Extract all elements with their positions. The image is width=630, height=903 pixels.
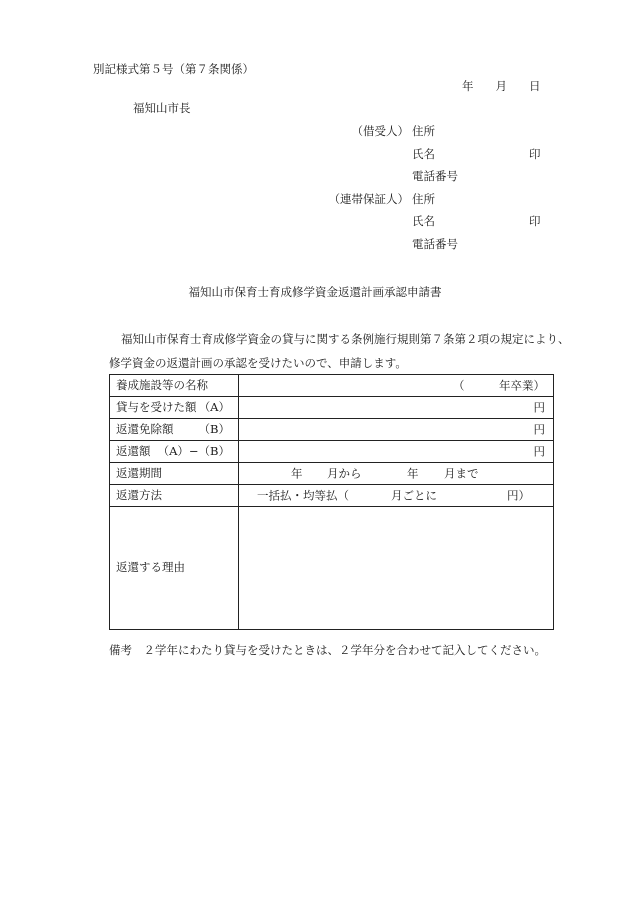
table-row [110, 375, 554, 397]
body-line-2: 修学資金の返還計画の承認を受けたいので、申請します。 [109, 356, 407, 370]
date-day: 日 [529, 79, 541, 93]
row-value-exemption[interactable]: 円 [239, 419, 554, 441]
guarantor-name-label: 氏名 [412, 214, 435, 228]
date-year: 年 [462, 79, 474, 93]
table-row [110, 441, 554, 463]
row-value-reason[interactable] [239, 507, 554, 630]
document-title: 福知山市保育士育成修学資金返還計画承認申請書 [188, 285, 442, 299]
guarantor-phone-label: 電話番号 [412, 237, 458, 251]
borrower-seal: 印 [529, 147, 541, 161]
row-value-method[interactable]: 一括払・均等払（ 月ごとに 円） [239, 485, 554, 507]
guarantor-address-label: 住所 [412, 192, 435, 206]
application-table [109, 374, 554, 630]
row-value-repay-amount[interactable]: 円 [239, 441, 554, 463]
date-month: 月 [495, 79, 507, 93]
table-row [110, 463, 554, 485]
row-value-facility[interactable]: （ 年卒業） [239, 375, 554, 397]
borrower-phone-label: 電話番号 [412, 169, 458, 183]
borrower-name-label: 氏名 [412, 147, 435, 161]
row-label-period: 返還期間 [110, 463, 239, 485]
date-line [462, 81, 541, 93]
row-value-loan-amount[interactable]: 円 [239, 397, 554, 419]
row-label-repay-amount: 返還額 （A）−（B） [110, 441, 239, 463]
row-label-reason: 返還する理由 [110, 507, 239, 630]
guarantor-role: （連帯保証人） [328, 192, 409, 206]
row-label-exemption: 返還免除額 （B） [110, 419, 239, 441]
row-value-period[interactable]: 年 月から 年 月まで [239, 463, 554, 485]
body-line-1: 福知山市保育士育成修学資金の貸与に関する条例施行規則第７条第２項の規定により、 [121, 332, 570, 346]
table-row [110, 507, 554, 630]
guarantor-seal: 印 [529, 214, 541, 228]
remark-note: 備考 ２学年にわたり貸与を受けたときは、２学年分を合わせて記入してください。 [109, 643, 546, 657]
table-row [110, 397, 554, 419]
form-label: 別記様式第５号（第７条関係） [93, 62, 254, 76]
row-label-facility: 養成施設等の名称 [110, 375, 239, 397]
borrower-address-label: 住所 [412, 124, 435, 138]
borrower-role: （借受人） [351, 124, 409, 138]
addressee: 福知山市長 [133, 101, 191, 115]
row-label-loan-amount: 貸与を受けた額 （A） [110, 397, 239, 419]
row-label-method: 返還方法 [110, 485, 239, 507]
table-row [110, 419, 554, 441]
table-row [110, 485, 554, 507]
body-text [109, 327, 589, 375]
